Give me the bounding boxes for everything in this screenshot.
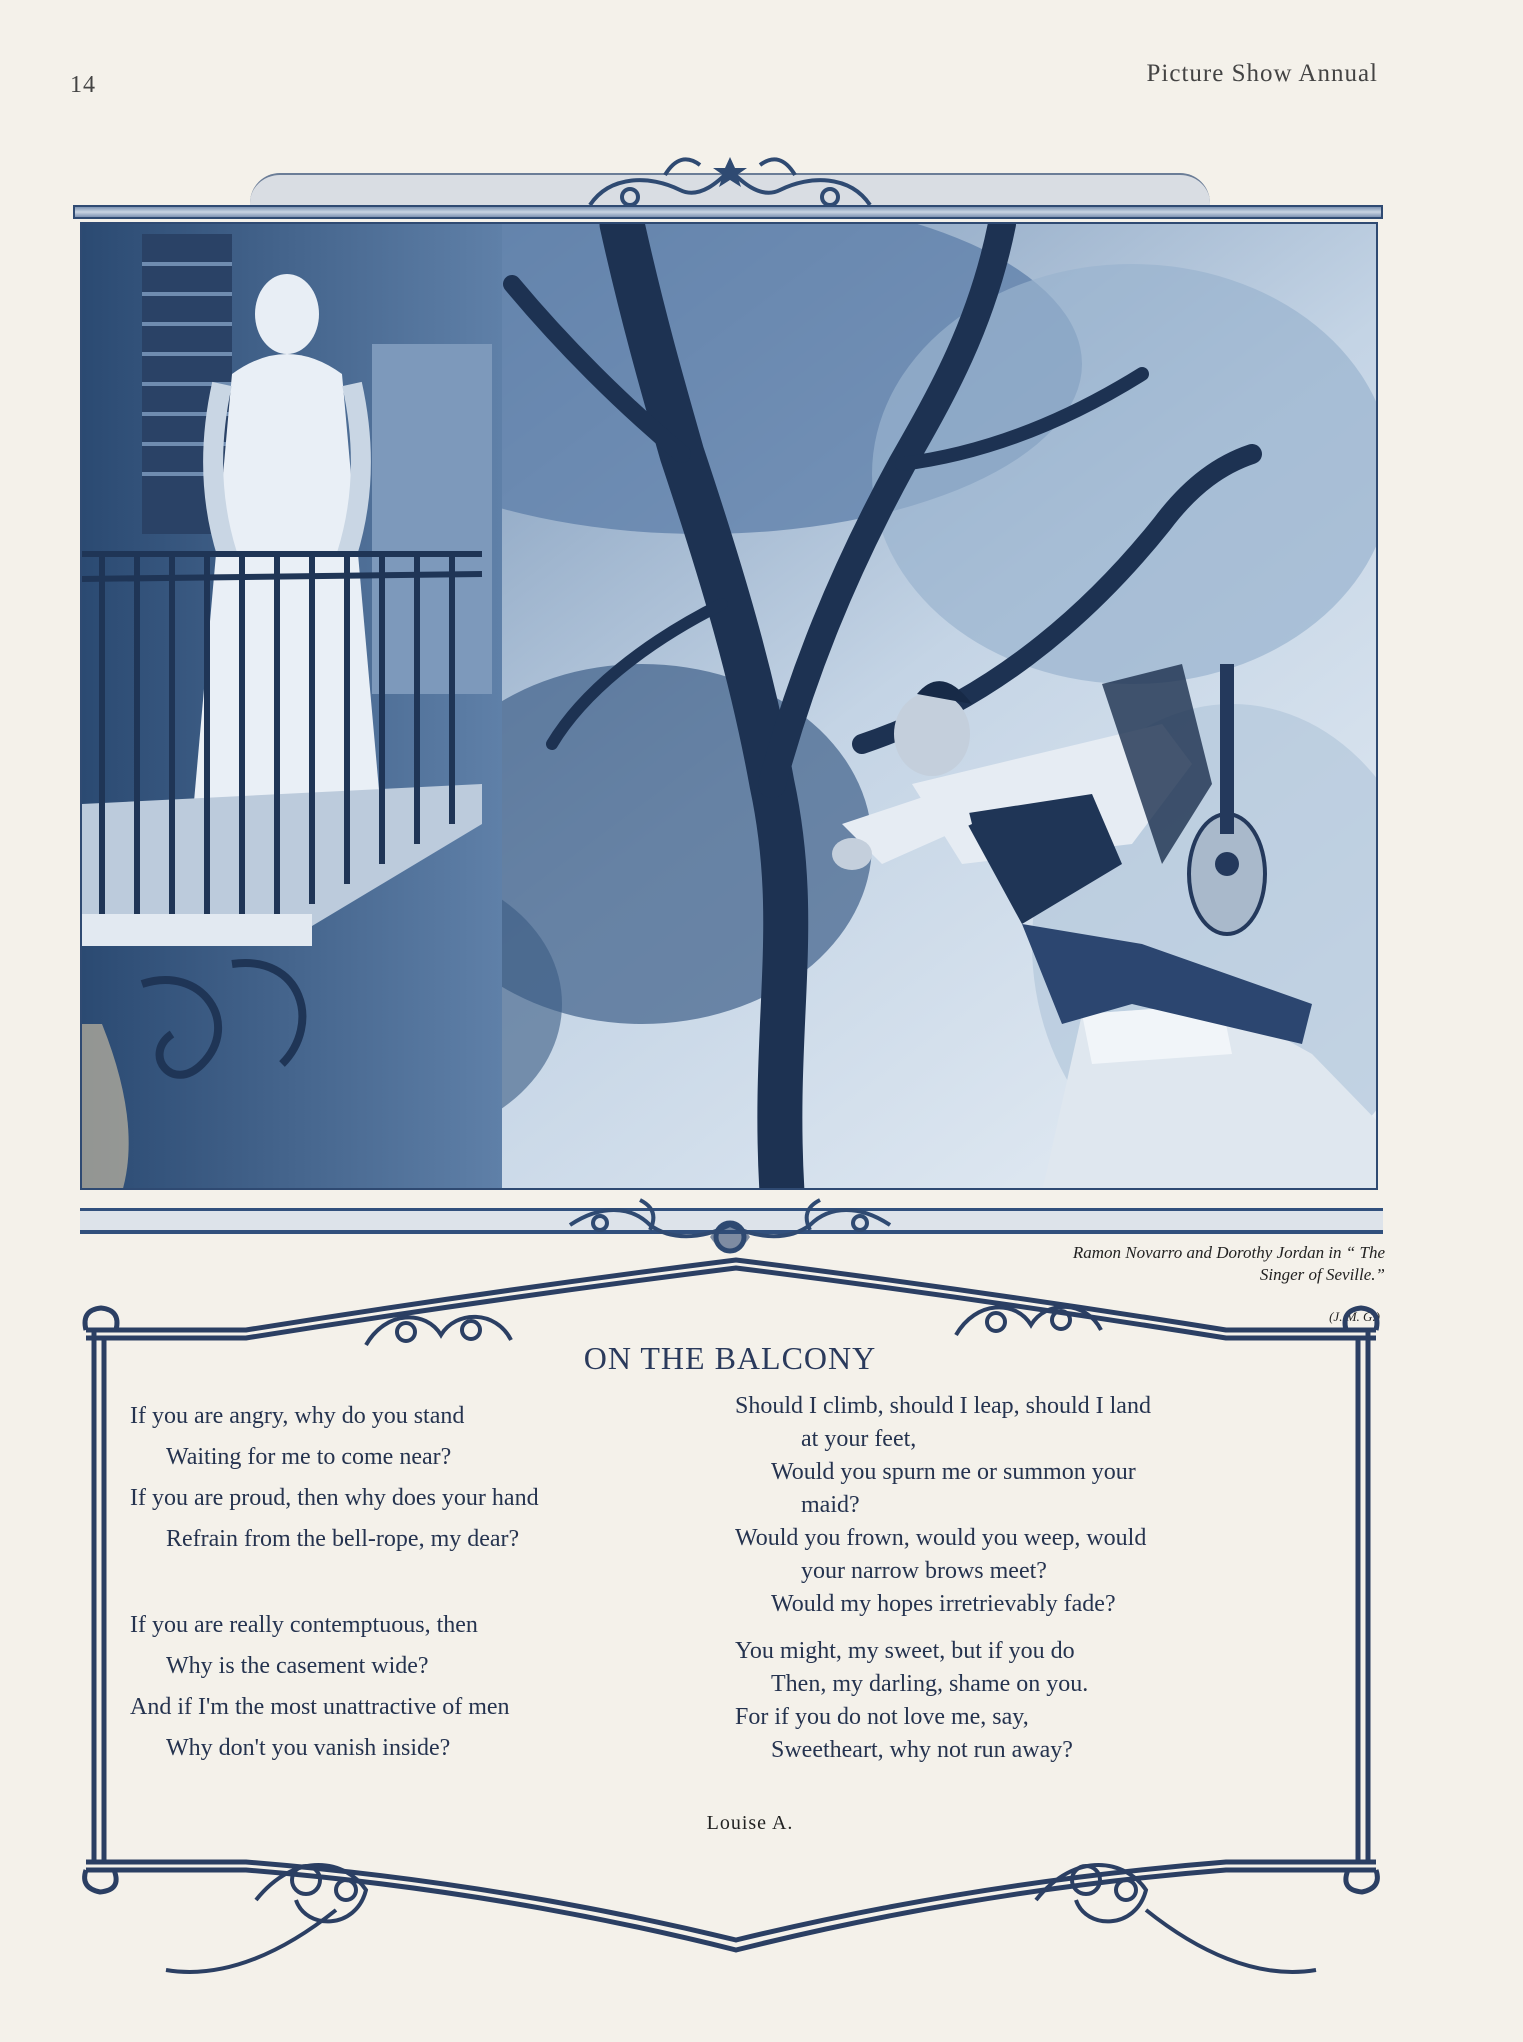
- photo-caption: Ramon Novarro and Dorothy Jordan in “ The Singer of Seville.”: [1072, 1243, 1385, 1284]
- poem-line: If you are angry, why do you stand: [130, 1403, 465, 1429]
- poem-line: at your feet,: [801, 1426, 917, 1452]
- poem-left-column: [130, 1396, 730, 1769]
- poem-author: Louise A.: [706, 1812, 794, 1834]
- page-number: 14: [70, 72, 96, 98]
- poem-line: Refrain from the bell-rope, my dear?: [166, 1526, 520, 1552]
- poem-line: If you are proud, then why does your hand: [130, 1485, 539, 1511]
- poem-line: Sweetheart, why not run away?: [771, 1737, 1073, 1763]
- poem-line: You might, my sweet, but if you do: [735, 1638, 1075, 1664]
- photo-frame-top-rule: [73, 205, 1383, 219]
- stanza-break: [735, 1621, 1335, 1635]
- poem-line: Why is the casement wide?: [166, 1653, 429, 1679]
- poem-line: Should I climb, should I leap, should I land: [735, 1393, 1151, 1419]
- poem-line: Would you spurn me or summon your: [771, 1459, 1136, 1485]
- poem-line: And if I'm the most unattractive of men: [130, 1694, 510, 1720]
- poem-line: If you are really contemptuous, then: [130, 1612, 478, 1638]
- stanza-break: [130, 1560, 730, 1605]
- poem-line: your narrow brows meet?: [801, 1558, 1047, 1584]
- poem-line: maid?: [801, 1492, 860, 1518]
- poem-right-column: [735, 1390, 1335, 1767]
- poem-line: Would my hopes irretrievably fade?: [771, 1591, 1116, 1617]
- poem-line: For if you do not love me, say,: [735, 1704, 1029, 1730]
- poem-line: Then, my darling, shame on you.: [771, 1671, 1089, 1697]
- poem-line: Would you frown, would you weep, would: [735, 1525, 1147, 1551]
- top-flourish-ornament: [570, 135, 890, 215]
- balcony-film-still: [80, 222, 1378, 1190]
- running-head: Picture Show Annual: [1146, 60, 1378, 87]
- poem-line: Waiting for me to come near?: [166, 1444, 452, 1470]
- poem-line: Why don't you vanish inside?: [166, 1735, 451, 1761]
- photo-credit: (J. M. G.): [1329, 1309, 1380, 1324]
- poem-title: ON THE BALCONY: [583, 1340, 877, 1376]
